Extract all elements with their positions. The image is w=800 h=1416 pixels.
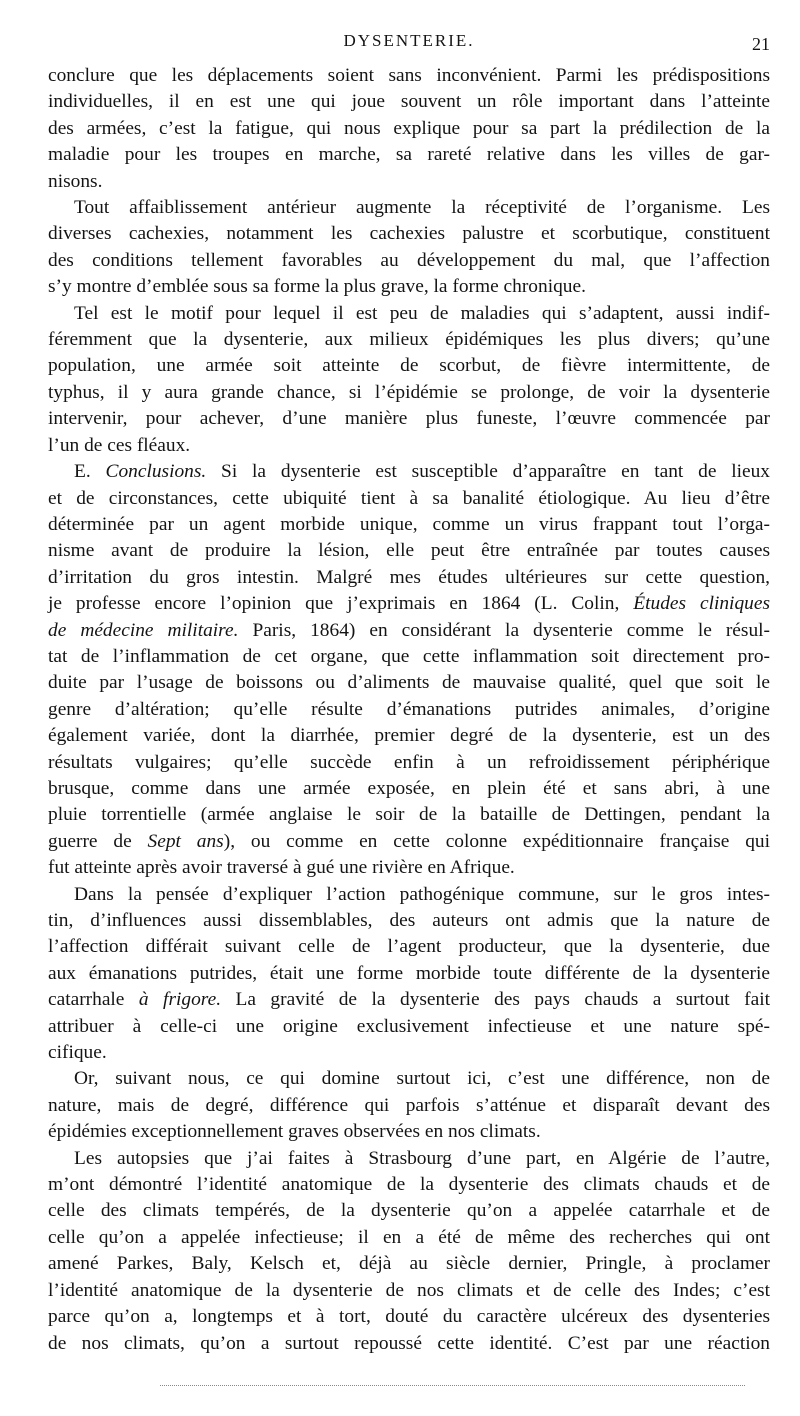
text-line: d’irritation du gros intestin. Malgré mes études ultérieures sur cette question, [48, 566, 770, 588]
text-line: aux émanations putrides, était une forme morbide toute différente de la dysenterie [48, 962, 770, 984]
text-line: conclure que les déplacements soient sans inconvénient. Parmi les prédispositions [48, 65, 770, 86]
text-line: attribuer à celle-ci une origine exclusivement infectieuse et une nature spé- [48, 1015, 770, 1037]
running-head [48, 31, 770, 59]
text-line: des conditions tellement favorables au développement du mal, que l’affection [48, 249, 770, 271]
text-line: féremment que la dysenterie, aux milieux épidémiques les plus divers; qu’une [48, 329, 770, 351]
text-line: individuelles, il en est une qui joue souvent un rôle important dans l’atteinte [48, 91, 770, 113]
text-line: Or, suivant nous, ce qui domine surtout ici, c’est une différence, non de [74, 1068, 770, 1090]
text-line: nature, mais de degré, différence qui parfois s’atténue et disparaît devant des [48, 1094, 770, 1116]
text-line: déterminée par un agent morbide unique, comme un virus frappant tout l’orga- [48, 513, 770, 535]
italic-phrase: à frigore. [138, 989, 222, 1011]
text-line: celle qu’on a appelée infectieuse; il en a été de même des recherches qui ont [48, 1226, 770, 1248]
paragraph [48, 1066, 770, 1145]
paragraph [48, 882, 770, 1067]
paragraph [48, 195, 770, 301]
text-line: s’y montre d’emblée sous sa forme la plus grave, la forme chronique. [48, 276, 586, 298]
text-line: tin, d’influences aussi dissemblables, des auteurs ont admis que la nature de [48, 910, 770, 931]
text-line: fut atteinte après avoir traversé à gué une rivière en Afrique. [48, 857, 515, 879]
text-line: guerre de Sept ans), ou comme en cette colonne expéditionnaire française qui [48, 830, 771, 852]
text-line: maladie pour les troupes en marche, sa rareté relative dans les villes de gar- [48, 144, 770, 166]
text-line: celle des climats tempérés, de la dysenterie qu’on a appelée catarrhale et de [48, 1200, 770, 1222]
text-line: brusque, comme dans une armée exposée, en plein été et sans abri, à une [48, 777, 770, 799]
text-line: je professe encore l’opinion que j’exprimais en 1864 (L. Colin, Études cliniques [48, 593, 770, 615]
text-line: genre d’altération; qu’elle résulte d’émanations putrides animales, d’origine [48, 698, 770, 720]
text-line: également variée, dont la diarrhée, premier degré de la dysenterie, est un des [48, 725, 770, 747]
text-line: résultats vulgaires; qu’elle succède enfin à un refroidissement périphérique [48, 751, 770, 773]
text-column [48, 63, 770, 1357]
text-line: E. Conclusions. Si la dysenterie est susceptible d’apparaître en tant de lieux [74, 461, 771, 483]
text-line: l’identité anatomique de la dysenterie de nos climats et de celle des Indes; c’est [48, 1279, 770, 1301]
text-line: Les autopsies que j’ai faites à Strasbourg d’une part, en Algérie de l’autre, [74, 1147, 770, 1169]
text-line: cifique. [48, 1042, 107, 1064]
text-line: pluie torrentielle (armée anglaise le soir de la bataille de Dettingen, pendant la [48, 804, 770, 826]
text-line: tat de l’inflammation de cet organe, que cette inflammation soit directement pro- [48, 645, 770, 667]
text-line: de médecine militaire. Paris, 1864) en considérant la dysenterie comme le résul- [48, 619, 770, 641]
text-line: population, une armée soit atteinte de scorbut, de fièvre intermittente, de [48, 355, 770, 377]
text-line: nisme avant de produire la lésion, elle peut être entraînée par toutes causes [48, 540, 770, 562]
italic-phrase: Conclusions. [105, 461, 207, 483]
text-line: épidémies exceptionnellement graves observées en nos climats. [48, 1121, 541, 1143]
text-line: amené Parkes, Baly, Kelsch et, déjà au siècle dernier, Pringle, à proclamer [48, 1253, 770, 1275]
text-line: parce qu’on a, longtemps et à tort, douté du caractère ulcéreux des dysenteries [48, 1306, 770, 1328]
text-line: intervenir, pour achever, d’une manière plus funeste, l’œuvre commencée par [48, 408, 770, 430]
text-line: catarrhale à frigore. La gravité de la dysenterie des pays chauds a surtout fait [48, 989, 770, 1011]
italic-phrase: de médecine militaire. [48, 619, 239, 641]
italic-phrase: Études cliniques [633, 593, 770, 615]
text-line: duite par l’usage de boissons ou d’aliments de mauvaise qualité, quel que soit le [48, 672, 770, 694]
text-line: diverses cachexies, notamment les cachexies palustre et scorbutique, constituent [48, 223, 770, 245]
text-line: Tout affaiblissement antérieur augmente la réceptivité de l’organisme. Les [74, 197, 770, 219]
text-line: des armées, c’est la fatigue, qui nous explique pour sa part la prédilection de la [48, 117, 770, 139]
paragraph [48, 1146, 770, 1357]
text-line: typhus, il y aura grande chance, si l’épidémie se prolonge, de voir la dysenterie [48, 381, 770, 403]
page-number: 21 [752, 34, 770, 54]
text-line: Tel est le motif pour lequel il est peu de maladies qui s’adaptent, aussi indif- [74, 302, 770, 324]
text-line: de nos climats, qu’on a surtout repoussé cette identité. C’est par une réaction [48, 1332, 770, 1354]
footer-rule [160, 1385, 745, 1386]
text-line: nisons. [48, 170, 103, 192]
italic-phrase: Sept ans [147, 830, 224, 852]
paragraph [48, 63, 770, 195]
paragraph [48, 459, 770, 882]
text-line: et de circonstances, cette ubiquité tient à sa banalité étiologique. Au lieu d’être [48, 487, 770, 509]
text-line: l’affection différait suivant celle de l’agent producteur, que la dysenterie, due [48, 936, 770, 958]
paragraph [48, 301, 770, 459]
text-line: Dans la pensée d’expliquer l’action pathogénique commune, sur le gros intes- [74, 883, 770, 905]
text-line: l’un de ces fléaux. [48, 434, 191, 456]
running-title: DYSENTERIE. [343, 31, 475, 50]
text-line: m’ont démontré l’identité anatomique de la dysenterie des climats chauds et de [48, 1174, 770, 1196]
